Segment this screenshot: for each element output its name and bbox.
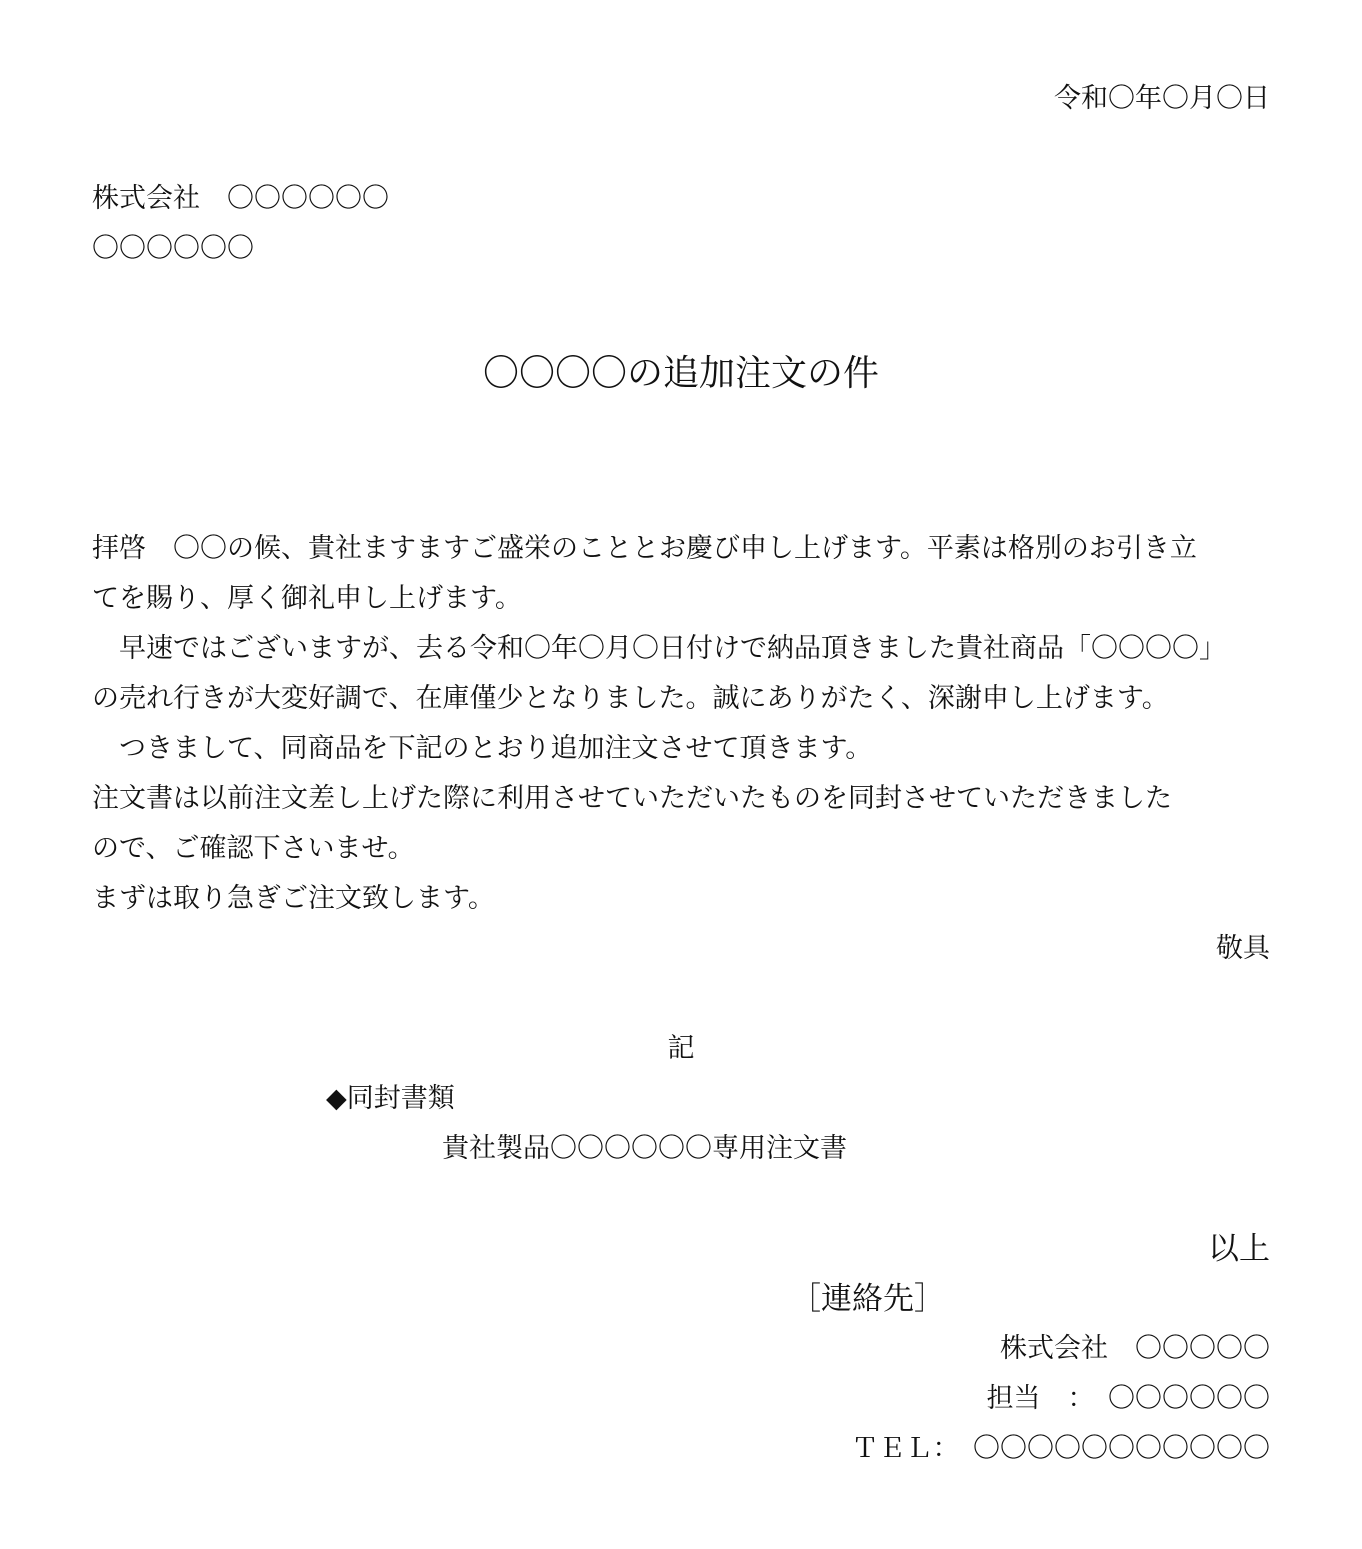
document-title: 〇〇〇〇の追加注文の件 bbox=[482, 353, 879, 394]
contact-tel: ＴＥＬ： 〇〇〇〇〇〇〇〇〇〇〇 bbox=[851, 1433, 1270, 1464]
body-line-2: てを賜り、厚く御礼申し上げます。 bbox=[92, 583, 522, 614]
body-line-1: 拝啓 〇〇の候、貴社ますますご盛栄のこととお慶び申し上げます。平素は格別のお引き立 bbox=[92, 533, 1197, 564]
contact-person: 担当 ： 〇〇〇〇〇〇 bbox=[986, 1383, 1270, 1414]
end-marker: 以上 bbox=[1208, 1231, 1270, 1267]
document-date: 令和〇年〇月〇日 bbox=[1054, 83, 1270, 114]
body-line-6: 注文書は以前注文差し上げた際に利用させていただいたものを同封させていただきました bbox=[92, 783, 1172, 814]
body-line-8: まずは取り急ぎご注文致します。 bbox=[92, 883, 495, 914]
enclosure-item: 貴社製品〇〇〇〇〇〇専用注文書 bbox=[442, 1133, 847, 1164]
body-line-4: の売れ行きが大変好調で、在庫僅少となりました。誠にありがたく、深謝申し上げます。 bbox=[92, 683, 1169, 714]
body-line-7: ので、ご確認下さいませ。 bbox=[92, 833, 415, 864]
body-line-5: つきまして、同商品を下記のとおり追加注文させて頂きます。 bbox=[92, 733, 873, 764]
recipient-company: 株式会社 〇〇〇〇〇〇 bbox=[92, 183, 389, 214]
contact-company: 株式会社 〇〇〇〇〇 bbox=[1000, 1333, 1270, 1364]
enclosure-label: ◆同封書類 bbox=[326, 1083, 455, 1114]
contact-heading: ［連絡先］ bbox=[790, 1281, 945, 1317]
closing-keigu: 敬具 bbox=[1216, 933, 1270, 964]
body-line-3: 早速ではございますが、去る令和〇年〇月〇日付けで納品頂きました貴社商品「〇〇〇〇」 bbox=[92, 633, 1226, 664]
record-heading: 記 bbox=[667, 1033, 695, 1064]
recipient-name: 〇〇〇〇〇〇 bbox=[92, 233, 254, 264]
